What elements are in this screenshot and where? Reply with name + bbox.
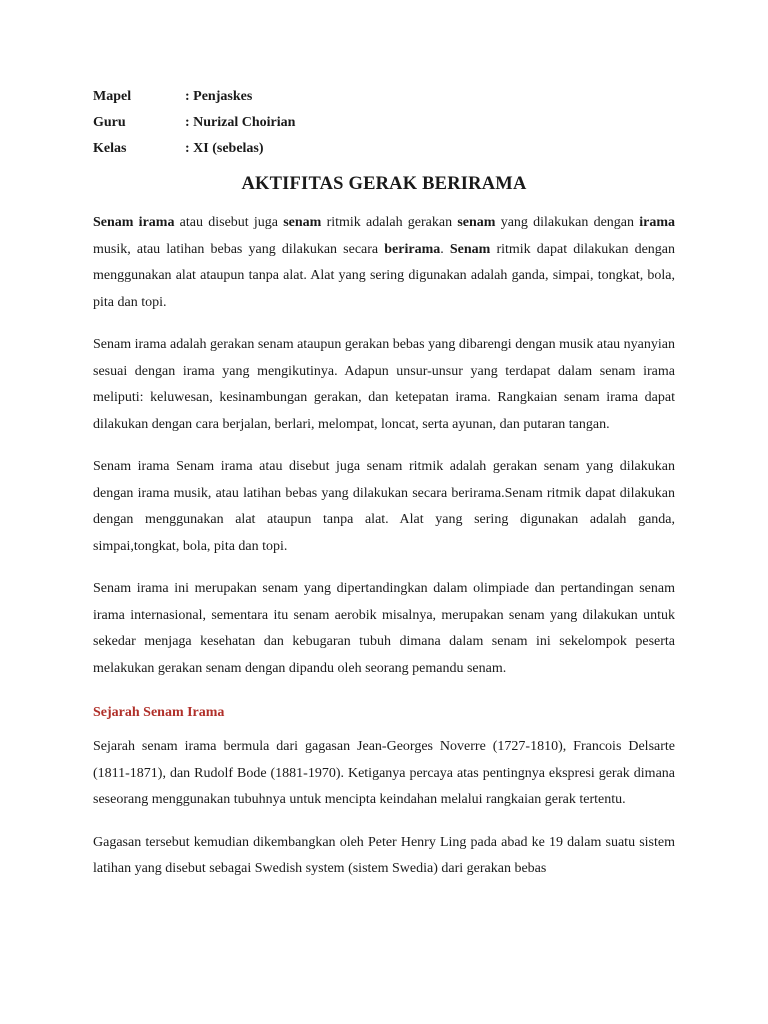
- meta-row-mapel: [93, 84, 675, 110]
- intro-text: musik, atau latihan bebas yang dilakukan secara: [93, 241, 385, 257]
- meta-value: : Nurizal Choirian: [185, 115, 296, 130]
- intro-text: atau disebut juga: [174, 215, 284, 230]
- section-paragraph: Sejarah senam irama bermula dari gagasan Jean-Georges Noverre (1727-1810), Francois Delsarte (1811-1871), dan Rudolf Bode (1881-1970). Ketiganya percaya atas pentingnya ekspresi gerak dimana seseorang menggunakan tubuhnya untuk mencipta keindahan melalui rangkaian gerak tertentu.: [93, 739, 675, 807]
- bold-term: senam: [283, 215, 322, 230]
- meta-label: Mapel: [93, 89, 132, 104]
- bold-term: senam: [457, 215, 496, 230]
- intro-text: yang dilakukan dengan: [495, 215, 640, 230]
- meta-label: Guru: [93, 115, 126, 130]
- body-paragraph: Senam irama Senam irama atau disebut juga senam ritmik adalah gerakan senam yang dilakukan dengan irama musik, atau latihan bebas yang dilakukan secara berirama.Senam ritmik dapat dilakukan dengan menggunakan alat ataupun tanpa alat. Alat yang sering digunakan adalah ganda, simpai,tongkat, bola, pita dan topi.: [93, 459, 675, 554]
- bold-term: berirama: [384, 241, 441, 257]
- meta-row-guru: [93, 110, 675, 136]
- bold-term: irama: [639, 215, 675, 230]
- body-paragraph: Senam irama adalah gerakan senam ataupun gerakan bebas yang dibarengi dengan musik atau nyanyian sesuai dengan irama yang mengikutinya. Adapun unsur-unsur yang terdapat dalam senam irama meliputi: keluwesan, kesinambungan gerakan, dan ketepatan irama. Rangkaian senam irama dapat dilakukan dengan cara berjalan, berlari, melompat, loncat, serta ayunan, dan putaran tangan.: [93, 337, 675, 432]
- section-paragraph: Gagasan tersebut kemudian dikembangkan oleh Peter Henry Ling pada abad ke 19 dalam suatu sistem latihan yang disebut sebagai Swedish system (sistem Swedia) dari gerakan bebas: [93, 834, 675, 876]
- bold-term: Senam: [449, 241, 491, 257]
- intro-text: ritmik adalah gerakan: [321, 215, 458, 230]
- body-paragraph: Senam irama ini merupakan senam yang dipertandingkan dalam olimpiade dan pertandingan senam irama internasional, sementara itu senam aerobik misalnya, merupakan senam yang dilakukan untuk sekedar menjaga kesehatan dan kebugaran tubuh dimana dalam senam ini sekelompok peserta melakukan gerakan senam dengan dipandu oleh seorang pemandu senam.: [93, 581, 675, 676]
- intro-text: ritmik dapat dilakukan dengan menggunakan alat ataupun tanpa alat. Alat yang sering digunakan adalah ganda, simpai, tongkat, bola, pita dan topi.: [93, 241, 675, 310]
- section-heading: Sejarah Senam Irama: [93, 705, 225, 720]
- intro-paragraph: [93, 210, 675, 316]
- meta-value: : XI (sebelas): [185, 141, 264, 156]
- bold-term: Senam irama: [93, 215, 175, 230]
- meta-label: Kelas: [93, 141, 127, 156]
- meta-value: : Penjaskes: [185, 89, 253, 104]
- intro-text: .: [440, 241, 450, 257]
- document-title: AKTIFITAS GERAK BERIRAMA: [241, 174, 527, 194]
- document-page: [93, 84, 675, 883]
- meta-row-kelas: [93, 136, 675, 162]
- document-header-info: [93, 84, 675, 162]
